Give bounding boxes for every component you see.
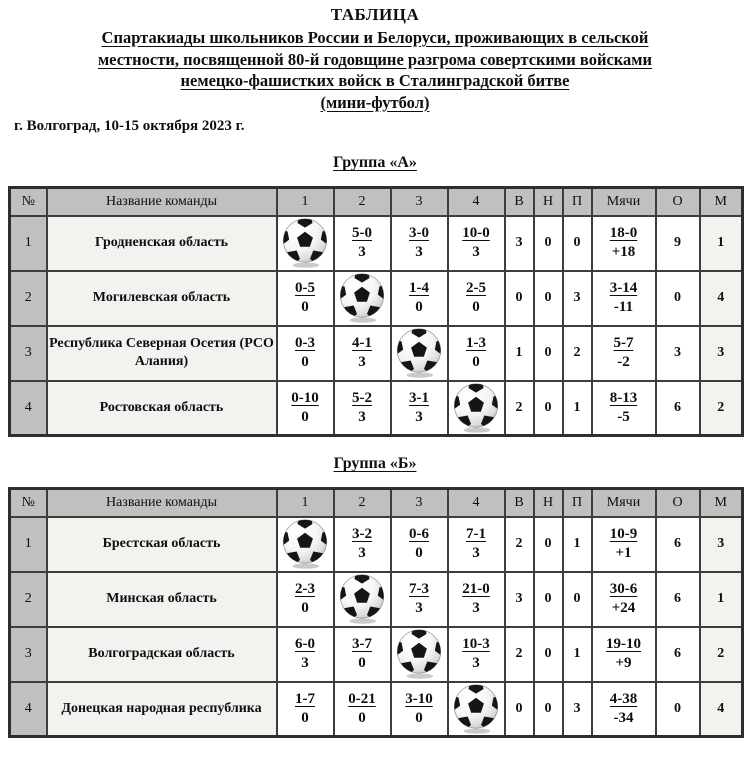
points-value: 3 xyxy=(415,600,423,616)
score-value: 3-7 xyxy=(352,635,372,652)
team-name-cell: Могилевская область xyxy=(47,271,277,326)
match-score-cell xyxy=(448,271,505,326)
points-value: 3 xyxy=(301,655,309,671)
team-name-cell: Волгоградская область xyxy=(47,627,277,682)
points-value: 3 xyxy=(358,244,366,260)
column-header-6: В xyxy=(505,489,534,517)
column-header-6: В xyxy=(505,188,534,216)
points-value: 3 xyxy=(358,545,366,561)
points-value: 0 xyxy=(301,354,309,370)
draws-cell: 0 xyxy=(534,381,563,436)
goals-cell xyxy=(592,627,656,682)
row-number-cell: 1 xyxy=(10,517,47,572)
match-score-cell xyxy=(448,627,505,682)
column-header-3: 2 xyxy=(334,489,391,517)
score-value: 1-4 xyxy=(409,279,429,296)
soccer-ball-icon xyxy=(337,573,387,625)
team-row xyxy=(10,381,743,436)
losses-cell: 0 xyxy=(563,572,592,627)
team-name-cell: Донецкая народная республика xyxy=(47,682,277,737)
team-row xyxy=(10,517,743,572)
row-number-cell: 4 xyxy=(10,381,47,436)
draws-cell: 0 xyxy=(534,572,563,627)
match-score-cell xyxy=(277,326,334,381)
points-value: -5 xyxy=(617,408,630,425)
points-value: 0 xyxy=(301,600,309,616)
self-match-cell xyxy=(391,326,448,381)
score-value: 5-0 xyxy=(352,224,372,241)
wins-cell: 2 xyxy=(505,381,534,436)
wins-cell: 2 xyxy=(505,627,534,682)
column-header-3: 2 xyxy=(334,188,391,216)
points-cell: 3 xyxy=(656,326,700,381)
points-value: 0 xyxy=(415,709,423,726)
losses-cell: 2 xyxy=(563,326,592,381)
match-score-cell xyxy=(334,216,391,271)
match-score-cell xyxy=(391,271,448,326)
match-score-cell xyxy=(334,682,391,737)
score-value: 3-0 xyxy=(409,224,429,241)
team-row xyxy=(10,216,743,271)
points-value: -2 xyxy=(617,354,630,370)
draws-cell: 0 xyxy=(534,271,563,326)
wins-cell: 1 xyxy=(505,326,534,381)
match-score-cell xyxy=(334,326,391,381)
soccer-ball-icon xyxy=(337,272,387,324)
losses-cell: 1 xyxy=(563,381,592,436)
column-header-4: 3 xyxy=(391,489,448,517)
wins-cell: 0 xyxy=(505,271,534,326)
score-value: 3-1 xyxy=(409,389,429,406)
points-value: 0 xyxy=(415,545,423,561)
score-value: 3-10 xyxy=(405,690,433,707)
score-value: 5-2 xyxy=(352,389,372,406)
place-cell: 3 xyxy=(700,517,743,572)
soccer-ball-icon xyxy=(280,217,330,269)
match-score-cell xyxy=(277,381,334,436)
column-header-7: Н xyxy=(534,489,563,517)
column-header-9: Мячи xyxy=(592,188,656,216)
match-score-cell xyxy=(448,517,505,572)
match-score-cell xyxy=(334,627,391,682)
self-match-cell xyxy=(448,381,505,436)
place-cell: 3 xyxy=(700,326,743,381)
points-value: 0 xyxy=(301,709,309,726)
points-value: 3 xyxy=(472,545,480,561)
column-header-11: М xyxy=(700,188,743,216)
subtitle-line-2: местности, посвященной 80-й годовщине разгрома совертскими войсками xyxy=(97,49,653,69)
points-value: +9 xyxy=(615,655,632,671)
column-header-10: О xyxy=(656,188,700,216)
match-score-cell xyxy=(277,682,334,737)
score-value: 3-2 xyxy=(352,525,372,542)
subtitle-line-3: немецко-фашистких войск в Сталинградской битве xyxy=(180,71,570,90)
losses-cell: 1 xyxy=(563,517,592,572)
goals-cell xyxy=(592,517,656,572)
score-value: 0-10 xyxy=(291,389,319,406)
losses-cell: 3 xyxy=(563,271,592,326)
points-value: +24 xyxy=(611,600,636,616)
soccer-ball-icon xyxy=(451,382,501,434)
points-cell: 6 xyxy=(656,381,700,436)
row-number-cell: 2 xyxy=(10,271,47,326)
goals-cell xyxy=(592,381,656,436)
place-cell: 4 xyxy=(700,682,743,737)
team-name-cell: Минская область xyxy=(47,572,277,627)
points-value: 3 xyxy=(415,244,423,260)
score-value: 19-10 xyxy=(606,635,641,652)
table-header-row xyxy=(10,489,743,517)
soccer-ball-icon xyxy=(451,683,501,735)
team-row xyxy=(10,572,743,627)
score-value: 0-3 xyxy=(295,334,315,351)
group-a-table xyxy=(8,186,744,437)
points-cell: 6 xyxy=(656,572,700,627)
column-header-8: П xyxy=(563,188,592,216)
group-b-table xyxy=(8,487,744,738)
self-match-cell xyxy=(277,517,334,572)
column-header-5: 4 xyxy=(448,489,505,517)
match-score-cell xyxy=(391,682,448,737)
draws-cell: 0 xyxy=(534,216,563,271)
self-match-cell xyxy=(277,216,334,271)
team-row xyxy=(10,627,743,682)
column-header-7: Н xyxy=(534,188,563,216)
losses-cell: 1 xyxy=(563,627,592,682)
table-header-row xyxy=(10,188,743,216)
score-value: 10-0 xyxy=(462,224,490,241)
wins-cell: 0 xyxy=(505,682,534,737)
match-score-cell xyxy=(391,216,448,271)
match-score-cell xyxy=(391,517,448,572)
row-number-cell: 1 xyxy=(10,216,47,271)
points-cell: 9 xyxy=(656,216,700,271)
place-cell: 4 xyxy=(700,271,743,326)
column-header-5: 4 xyxy=(448,188,505,216)
self-match-cell xyxy=(334,271,391,326)
column-header-9: Мячи xyxy=(592,489,656,517)
points-value: 3 xyxy=(472,600,480,616)
team-row xyxy=(10,326,743,381)
row-number-cell: 4 xyxy=(10,682,47,737)
place-cell: 1 xyxy=(700,216,743,271)
match-score-cell xyxy=(277,572,334,627)
column-header-1: Название команды xyxy=(47,188,277,216)
match-score-cell xyxy=(448,216,505,271)
team-name-cell: Республика Северная Осетия (РСО Алания) xyxy=(47,326,277,381)
draws-cell: 0 xyxy=(534,682,563,737)
wins-cell: 2 xyxy=(505,517,534,572)
points-cell: 6 xyxy=(656,517,700,572)
score-value: 1-3 xyxy=(466,334,486,351)
score-value: 21-0 xyxy=(462,580,490,597)
self-match-cell xyxy=(391,627,448,682)
points-value: 0 xyxy=(301,299,309,315)
score-value: 0-5 xyxy=(295,279,315,296)
score-value: 7-3 xyxy=(409,580,429,597)
points-value: 0 xyxy=(301,408,309,425)
match-score-cell xyxy=(334,517,391,572)
score-value: 4-38 xyxy=(609,690,638,707)
goals-cell xyxy=(592,216,656,271)
points-value: +1 xyxy=(615,545,632,561)
column-header-0: № xyxy=(10,188,47,216)
wins-cell: 3 xyxy=(505,572,534,627)
points-value: 3 xyxy=(358,354,366,370)
team-name-cell: Ростовская область xyxy=(47,381,277,436)
goals-cell xyxy=(592,271,656,326)
place-cell: 1 xyxy=(700,572,743,627)
column-header-4: 3 xyxy=(391,188,448,216)
match-score-cell xyxy=(448,572,505,627)
self-match-cell xyxy=(334,572,391,627)
score-value: 1-7 xyxy=(295,690,315,707)
points-value: 0 xyxy=(358,709,366,726)
page-subtitle xyxy=(8,27,742,113)
match-score-cell xyxy=(448,326,505,381)
column-header-10: О xyxy=(656,489,700,517)
column-header-8: П xyxy=(563,489,592,517)
score-value: 2-5 xyxy=(466,279,486,296)
score-value: 3-14 xyxy=(609,279,638,296)
points-value: 3 xyxy=(358,408,366,425)
score-value: 4-1 xyxy=(352,334,372,351)
subtitle-line-1: Спартакиады школьников России и Белоруси, проживающих в сельской xyxy=(101,28,649,47)
score-value: 8-13 xyxy=(609,389,638,406)
score-value: 0-21 xyxy=(348,690,376,707)
points-value: 0 xyxy=(415,299,423,315)
event-location-date: г. Волгоград, 10-15 октября 2023 г. xyxy=(14,118,245,134)
goals-cell xyxy=(592,326,656,381)
points-value: -34 xyxy=(613,709,634,726)
place-cell: 2 xyxy=(700,381,743,436)
points-cell: 6 xyxy=(656,627,700,682)
match-score-cell xyxy=(391,572,448,627)
draws-cell: 0 xyxy=(534,326,563,381)
match-score-cell xyxy=(391,381,448,436)
subtitle-line-4: (мини-футбол) xyxy=(320,92,430,112)
score-value: 18-0 xyxy=(609,224,638,241)
column-header-1: Название команды xyxy=(47,489,277,517)
team-row xyxy=(10,271,743,326)
match-score-cell xyxy=(277,627,334,682)
score-value: 2-3 xyxy=(295,580,315,597)
points-value: 0 xyxy=(472,354,480,370)
losses-cell: 3 xyxy=(563,682,592,737)
score-value: 10-3 xyxy=(462,635,490,652)
goals-cell xyxy=(592,682,656,737)
group-b-title: Группа «Б» xyxy=(333,455,417,472)
soccer-ball-icon xyxy=(394,327,444,379)
score-value: 0-6 xyxy=(409,525,429,542)
self-match-cell xyxy=(448,682,505,737)
score-value: 5-7 xyxy=(613,334,634,351)
row-number-cell: 3 xyxy=(10,326,47,381)
points-value: 0 xyxy=(472,299,480,315)
draws-cell: 0 xyxy=(534,517,563,572)
points-value: 3 xyxy=(415,408,423,425)
points-value: 3 xyxy=(472,244,480,260)
points-value: 0 xyxy=(358,655,366,671)
points-value: +18 xyxy=(611,244,636,260)
draws-cell: 0 xyxy=(534,627,563,682)
column-header-0: № xyxy=(10,489,47,517)
match-score-cell xyxy=(277,271,334,326)
soccer-ball-icon xyxy=(280,518,330,570)
team-name-cell: Брестская область xyxy=(47,517,277,572)
points-cell: 0 xyxy=(656,271,700,326)
row-number-cell: 3 xyxy=(10,627,47,682)
team-name-cell: Гродненская область xyxy=(47,216,277,271)
goals-cell xyxy=(592,572,656,627)
place-cell: 2 xyxy=(700,627,743,682)
soccer-ball-icon xyxy=(394,628,444,680)
score-value: 7-1 xyxy=(466,525,486,542)
team-row xyxy=(10,682,743,737)
column-header-2: 1 xyxy=(277,188,334,216)
column-header-2: 1 xyxy=(277,489,334,517)
score-value: 6-0 xyxy=(295,635,315,652)
losses-cell: 0 xyxy=(563,216,592,271)
points-value: 3 xyxy=(472,655,480,671)
group-a-title: Группа «А» xyxy=(333,154,417,171)
score-value: 30-6 xyxy=(609,580,638,597)
score-value: 10-9 xyxy=(609,525,638,542)
points-value: -11 xyxy=(613,299,634,315)
wins-cell: 3 xyxy=(505,216,534,271)
page-title: ТАБЛИЦА xyxy=(330,5,420,24)
row-number-cell: 2 xyxy=(10,572,47,627)
column-header-11: М xyxy=(700,489,743,517)
match-score-cell xyxy=(334,381,391,436)
points-cell: 0 xyxy=(656,682,700,737)
